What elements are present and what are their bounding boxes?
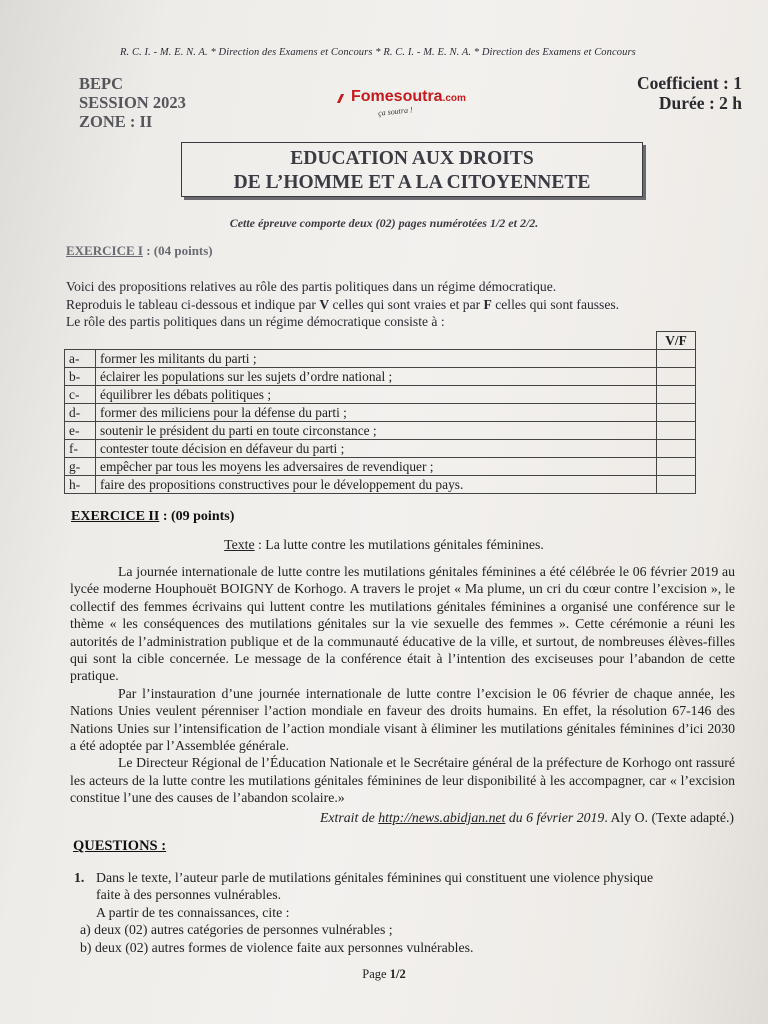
- pages-note: Cette épreuve comporte deux (02) pages numérotées 1/2 et 2/2.: [229, 216, 539, 230]
- row-vf-answer-cell[interactable]: [657, 386, 696, 404]
- coefficient: Coefficient : 1: [637, 73, 742, 93]
- subject-title-line1: EDUCATION AUX DROITS: [290, 148, 534, 169]
- vf-table-row: [65, 350, 696, 368]
- row-proposition: éclairer les populations sur les sujets d’ordre national ;: [96, 368, 657, 386]
- row-vf-answer-cell[interactable]: [657, 350, 696, 368]
- exercice1-intro: [66, 278, 716, 331]
- text-source: Extrait de http://news.abidjan.net du 6 février 2019. Aly O. (Texte adapté.): [319, 810, 734, 825]
- vf-table-row: [65, 458, 696, 476]
- row-proposition: faire des propositions constructives pour le développement du pays.: [96, 476, 657, 494]
- row-letter: h-: [65, 476, 96, 494]
- exercice1-heading: [66, 243, 213, 259]
- exercice1-label: EXERCICE I: [66, 243, 143, 258]
- row-letter: f-: [65, 440, 96, 458]
- text-paragraph-2: Par l’instauration d’une journée internationale de lutte contre l’excision le 06 février de chaque année, les Nations Unies veulent pérenniser l’action mondiale en faveur des droits humains. En effet, la résolution 67-146 des Nations Unies sur l’intensification de l’action mondiale visant à éliminer les mutilations génitales féminines d’ici 2030 a été adoptée par l’Assemblée générale.: [70, 685, 735, 754]
- row-proposition: soutenir le président du parti en toute circonstance ;: [96, 422, 657, 440]
- exercice2-label: EXERCICE II: [71, 509, 160, 524]
- row-letter: g-: [65, 458, 96, 476]
- row-proposition: contester toute décision en défaveur du parti ;: [96, 440, 657, 458]
- row-proposition: former des miliciens pour la défense du parti ;: [96, 404, 657, 422]
- questions-heading: QUESTIONS :: [73, 838, 167, 854]
- exam-info-right: [637, 73, 742, 113]
- text-paragraph-1: La journée internationale de lutte contre les mutilations génitales féminines a été célébrée le 06 février 2019 au lycée moderne Houphouët BOIGNY de Korhogo. A travers le projet « Ma plume, un cri du cœur contre l’excision », le collectif des femmes écrivains qui luttent contre les mutilations génitales féminines a organisé une conférence sur le thème « les conséquences des mutilations génitales sur la vie sexuelle des femmes ». Cette cérémonie a réuni les autorités de l’administration publique et de la communauté éducative de la ville, et surtout, de nombreuses élèves-filles qui sont la cible concernée. Le message de la conférence était à l’intention des exciseuses pour l’abandon de cette pratique.: [70, 564, 735, 684]
- vf-table-row: [65, 476, 696, 494]
- logo-text: Fomesoutra: [351, 88, 443, 105]
- row-letter: b-: [65, 368, 96, 386]
- row-proposition: empêcher par tous les moyens les adversaires de revendiquer ;: [96, 458, 657, 476]
- header-top-line: R. C. I. - M. E. N. A. * Direction des Examens et Concours * R. C. I. - M. E. N. A. * Direction des Examens et Concours: [120, 47, 636, 58]
- row-vf-answer-cell[interactable]: [657, 368, 696, 386]
- question-1: 1. Dans le texte, l’auteur parle de mutilations génitales féminines qui constituent une violence physique faite à des personnes vulnérables. A partir de tes connaissances, cite : a) deux (02) autres catégories de personnes vulnérables ; b) deux (02) autres formes de violence faite aux personnes vulnérables.: [74, 869, 724, 956]
- logo-com: .com: [442, 93, 466, 104]
- row-vf-answer-cell[interactable]: [657, 422, 696, 440]
- subject-title-box: [181, 142, 643, 197]
- vf-table-row: [65, 368, 696, 386]
- vf-table-row: [65, 440, 696, 458]
- row-proposition: équilibrer les débats politiques ;: [96, 386, 657, 404]
- row-vf-answer-cell[interactable]: [657, 476, 696, 494]
- source-link[interactable]: http://news.abidjan.net: [378, 810, 506, 825]
- exam-name: BEPC: [79, 74, 124, 93]
- row-letter: a-: [65, 350, 96, 368]
- exam-session: SESSION 2023: [79, 93, 186, 112]
- vf-table-row: [65, 422, 696, 440]
- logo-slogan: ça soutra !: [377, 105, 414, 118]
- question-1b: b) deux (02) autres formes de violence faite aux personnes vulnérables.: [80, 939, 474, 955]
- row-vf-answer-cell[interactable]: [657, 458, 696, 476]
- row-proposition: former les militants du parti ;: [96, 350, 657, 368]
- page-number: Page 1/2: [362, 967, 406, 981]
- exercice1-intro-line2: Reproduis le tableau ci-dessous et indique par V celles qui sont vraies et par F celles qui sont fausses.: [66, 296, 620, 312]
- vf-table: [64, 331, 696, 494]
- exercice1-points: : (04 points): [142, 243, 213, 258]
- exercice2-heading: [71, 509, 234, 525]
- exercice1-intro-line1: Voici des propositions relatives au rôle des partis politiques dans un régime démocratique.: [66, 279, 557, 294]
- texte-label: Texte: [224, 537, 255, 552]
- row-letter: d-: [65, 404, 96, 422]
- vf-table-row: [65, 386, 696, 404]
- vf-table-row: [65, 404, 696, 422]
- vf-table-header: [65, 332, 696, 350]
- row-vf-answer-cell[interactable]: [657, 440, 696, 458]
- fomesoutra-logo: [337, 88, 477, 118]
- vf-column-header: V/F: [657, 332, 696, 350]
- row-letter: c-: [65, 386, 96, 404]
- texte-title: : La lutte contre les mutilations génitales féminines.: [254, 537, 544, 552]
- row-letter: e-: [65, 422, 96, 440]
- row-vf-answer-cell[interactable]: [657, 404, 696, 422]
- exercice2-points: : (09 points): [159, 509, 235, 524]
- text-body: [70, 563, 735, 807]
- question-1a: a) deux (02) autres catégories de personnes vulnérables ;: [80, 922, 393, 938]
- question-1-number: 1.: [74, 870, 85, 885]
- text-title: [0, 537, 768, 553]
- text-paragraph-3: Le Directeur Régional de l’Éducation Nationale et le Secrétaire général de la préfecture de Korhogo ont rassuré les acteurs de la lutte contre les mutilations génitales féminines de leur disponibilité à les accompagner, car « l’excision constitue l’une des causes de l’abandon scolaire.»: [70, 755, 735, 806]
- exam-zone: ZONE : II: [79, 112, 153, 131]
- exam-info-left: [79, 74, 186, 131]
- subject-title-line2: DE L’HOMME ET A LA CITOYENNETE: [233, 172, 591, 193]
- duration: Durée : 2 h: [658, 93, 742, 113]
- exercice1-intro-line3: Le rôle des partis politiques dans un régime démocratique consiste à :: [66, 314, 445, 329]
